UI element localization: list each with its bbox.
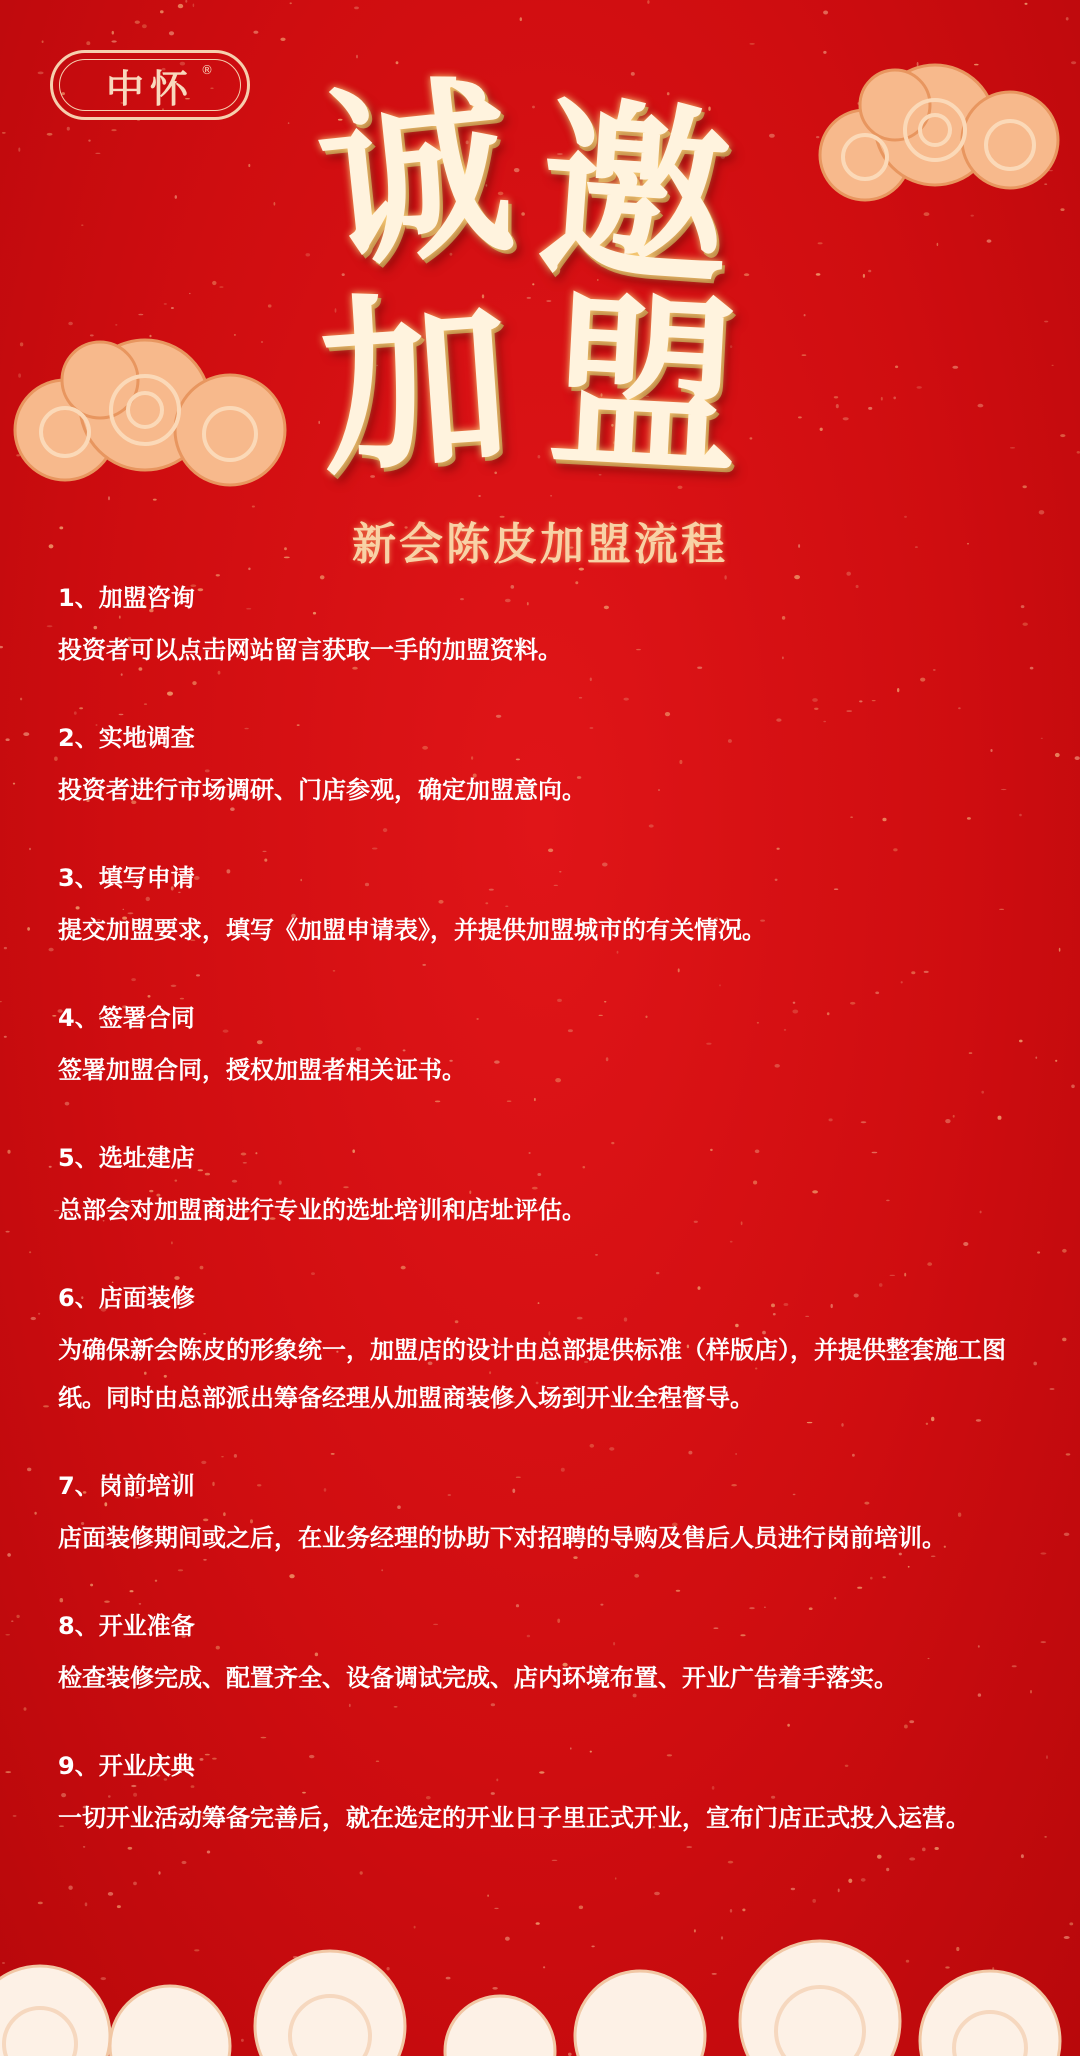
cloud-decoration-left: [5, 310, 305, 500]
process-step: [58, 1466, 1038, 1562]
cloud-decoration-top-right: [795, 45, 1075, 215]
process-step: [58, 1606, 1038, 1702]
step-description: 检查装修完成、配置齐全、设备调试完成、店内环境布置、开业广告着手落实。: [58, 1664, 898, 1692]
step-title: 4、签署合同: [58, 1004, 195, 1032]
step-title: 8、开业准备: [58, 1612, 195, 1640]
step-description: 签署加盟合同，授权加盟者相关证书。: [58, 1056, 466, 1084]
step-title: 7、岗前培训: [58, 1472, 195, 1500]
step-title: 9、开业庆典: [58, 1752, 195, 1780]
step-description: 提交加盟要求，填写《加盟申请表》，并提供加盟城市的有关情况。: [58, 916, 766, 944]
process-step: [58, 718, 1038, 814]
registered-mark: ®: [201, 63, 213, 77]
headline-calligraphy: [300, 40, 820, 510]
headline-char-4: 盟: [544, 268, 746, 501]
page-subtitle: 新会陈皮加盟流程: [352, 519, 728, 570]
logo-text: 中怀: [105, 66, 194, 111]
brand-logo[interactable]: [50, 50, 250, 120]
headline-char-2: 邀: [532, 76, 738, 313]
step-description: 店面装修期间或之后，在业务经理的协助下对招聘的导购及售后人员进行岗前培训。: [58, 1524, 946, 1552]
step-title: 6、店面装修: [58, 1284, 195, 1312]
step-description: 一切开业活动筹备完善后，就在选定的开业日子里正式开业，宣布门店正式投入运营。: [58, 1804, 970, 1832]
step-description: 为确保新会陈皮的形象统一，加盟店的设计由总部提供标准（样版店），并提供整套施工图纸。同时由总部派出筹备经理从加盟商装修入场到开业全程督导。: [58, 1336, 1006, 1412]
cloud-decoration-bottom: [0, 1926, 1080, 2056]
process-step: [58, 578, 1038, 674]
step-title: 1、加盟咨询: [58, 584, 195, 612]
process-step: [58, 858, 1038, 954]
step-description: 总部会对加盟商进行专业的选址培训和店址评估。: [58, 1196, 586, 1224]
step-title: 5、选址建店: [58, 1144, 195, 1172]
process-step: [58, 1278, 1038, 1422]
process-step: [58, 1138, 1038, 1234]
logo-inner-border: [59, 59, 241, 111]
process-steps-list: [58, 578, 1038, 1886]
headline-char-3: 加: [312, 266, 518, 503]
process-step: [58, 998, 1038, 1094]
step-title: 3、填写申请: [58, 864, 195, 892]
step-description: 投资者可以点击网站留言获取一手的加盟资料。: [58, 636, 562, 664]
step-description: 投资者进行市场调研、门店参观，确定加盟意向。: [58, 776, 586, 804]
headline-char-1: 诚: [308, 53, 522, 296]
process-step: [58, 1746, 1038, 1842]
step-title: 2、实地调查: [58, 724, 195, 752]
